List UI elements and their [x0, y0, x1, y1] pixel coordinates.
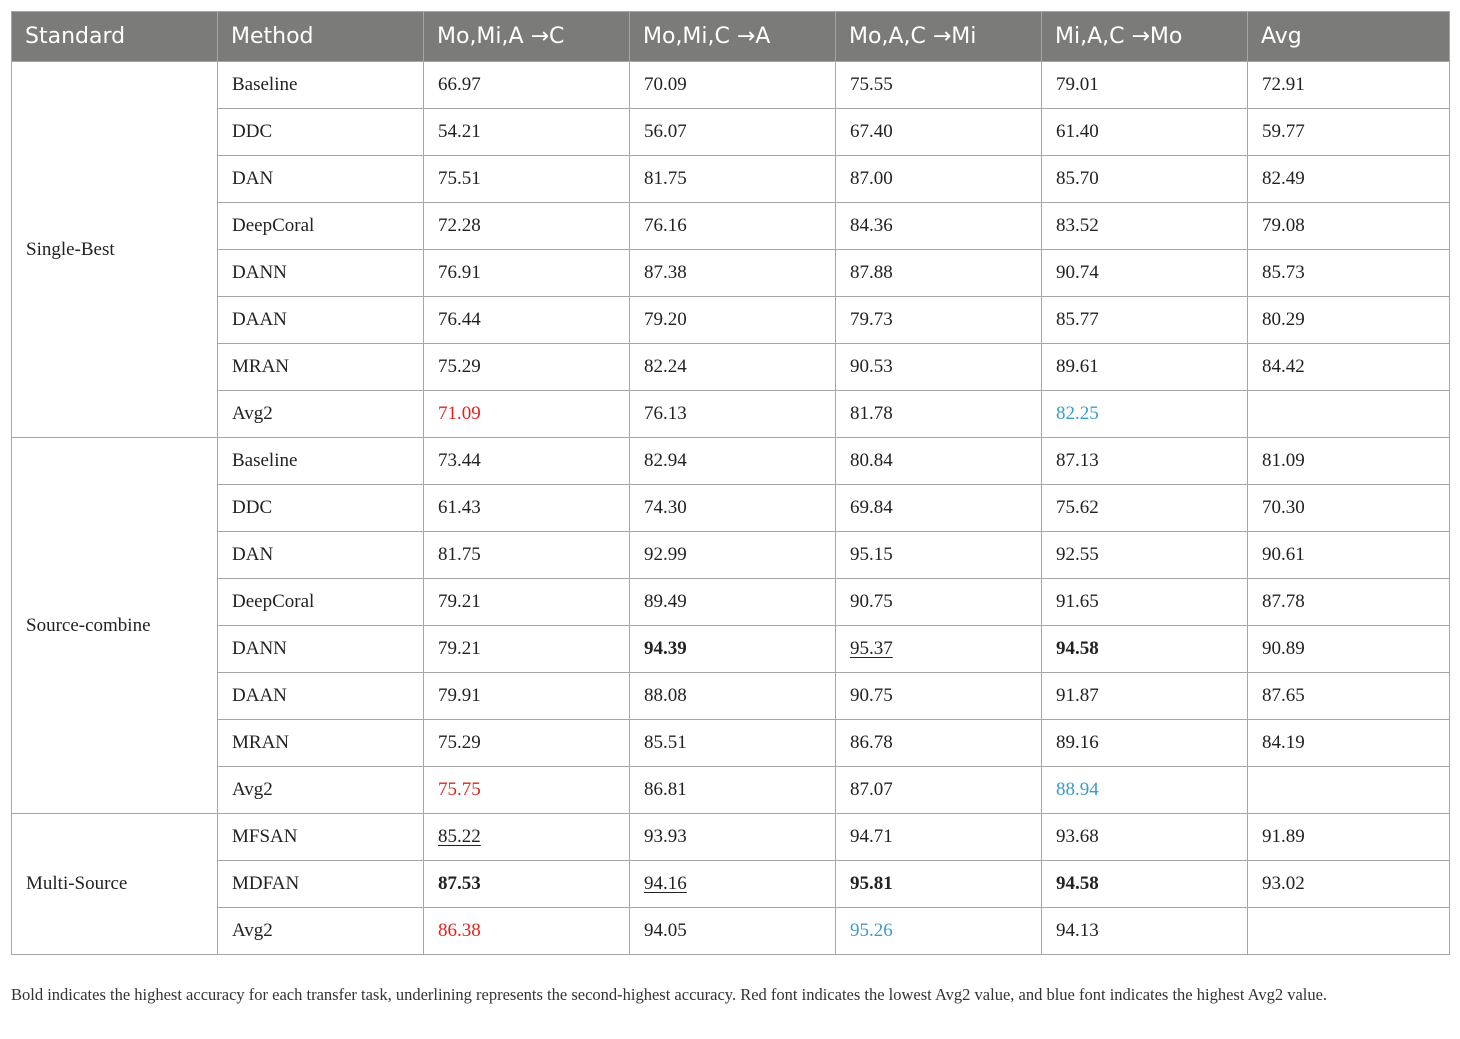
method-cell: DDC: [218, 485, 424, 532]
value-text: 81.75: [644, 168, 687, 189]
standard-group-cell: Multi-Source: [12, 814, 218, 955]
method-cell: DANN: [218, 250, 424, 297]
value-cell: [836, 156, 1042, 203]
value-text: 79.73: [850, 309, 893, 330]
value-text: 84.36: [850, 215, 893, 236]
method-cell: Baseline: [218, 62, 424, 109]
value-cell: [630, 344, 836, 391]
value-text: 95.15: [850, 544, 893, 565]
value-cell: [836, 344, 1042, 391]
value-cell: [424, 62, 630, 109]
value-cell: [630, 626, 836, 673]
value-text: 87.13: [1056, 450, 1099, 471]
value-cell: [1042, 861, 1248, 908]
method-cell: DeepCoral: [218, 203, 424, 250]
value-cell: [424, 626, 630, 673]
value-cell: [1248, 673, 1450, 720]
value-text: 91.87: [1056, 685, 1099, 706]
method-cell: Avg2: [218, 391, 424, 438]
value-cell: [1248, 579, 1450, 626]
table-row: [12, 297, 1450, 344]
value-text: 61.43: [438, 497, 481, 518]
value-cell: [424, 109, 630, 156]
value-text: 76.91: [438, 262, 481, 283]
value-cell: [1248, 814, 1450, 861]
value-cell: [1248, 250, 1450, 297]
value-text: 61.40: [1056, 121, 1099, 142]
value-text: 95.37: [850, 638, 893, 659]
value-cell: [424, 297, 630, 344]
value-cell: [1042, 814, 1248, 861]
value-text: 70.09: [644, 74, 687, 95]
value-cell: [836, 626, 1042, 673]
value-cell: [424, 908, 630, 955]
value-cell: [1248, 908, 1450, 955]
table-row: [12, 532, 1450, 579]
value-cell: [1042, 62, 1248, 109]
table-row: [12, 861, 1450, 908]
value-cell: [1248, 438, 1450, 485]
value-cell: [630, 814, 836, 861]
value-text: 79.91: [438, 685, 481, 706]
value-text: 82.49: [1262, 168, 1305, 189]
value-cell: [1248, 532, 1450, 579]
method-cell: DAAN: [218, 673, 424, 720]
table-row: [12, 203, 1450, 250]
value-cell: [1248, 391, 1450, 438]
value-cell: [1042, 438, 1248, 485]
value-text: 89.49: [644, 591, 687, 612]
method-cell: DAAN: [218, 297, 424, 344]
value-text: 87.53: [438, 873, 481, 894]
value-text: 79.01: [1056, 74, 1099, 95]
value-text: 92.99: [644, 544, 687, 565]
value-text: 89.61: [1056, 356, 1099, 377]
value-cell: [1042, 720, 1248, 767]
value-cell: [630, 767, 836, 814]
value-cell: [424, 203, 630, 250]
value-text: 94.39: [644, 638, 687, 659]
value-cell: [424, 861, 630, 908]
value-text: 85.73: [1262, 262, 1305, 283]
header-method: Method: [218, 12, 424, 62]
value-text: 93.02: [1262, 873, 1305, 894]
value-cell: [424, 485, 630, 532]
value-cell: [630, 156, 836, 203]
table-body: [12, 62, 1450, 955]
value-cell: [836, 438, 1042, 485]
value-cell: [1248, 767, 1450, 814]
value-cell: [630, 438, 836, 485]
value-text: 81.75: [438, 544, 481, 565]
value-text: 95.81: [850, 873, 893, 894]
value-text: 87.07: [850, 779, 893, 800]
value-cell: [836, 391, 1042, 438]
value-text: 75.51: [438, 168, 481, 189]
value-cell: [836, 203, 1042, 250]
value-cell: [630, 720, 836, 767]
table-row: [12, 579, 1450, 626]
value-cell: [1248, 626, 1450, 673]
value-cell: [630, 391, 836, 438]
value-text: 85.70: [1056, 168, 1099, 189]
value-text: 75.29: [438, 356, 481, 377]
method-cell: DAN: [218, 156, 424, 203]
value-text: 74.30: [644, 497, 687, 518]
value-text: 91.65: [1056, 591, 1099, 612]
value-cell: [424, 720, 630, 767]
value-text: 79.08: [1262, 215, 1305, 236]
value-text: 71.09: [438, 403, 481, 424]
value-text: 90.75: [850, 591, 893, 612]
value-text: 91.89: [1262, 826, 1305, 847]
value-cell: [630, 485, 836, 532]
table-row: [12, 391, 1450, 438]
value-text: 90.61: [1262, 544, 1305, 565]
value-cell: [630, 579, 836, 626]
value-text: 73.44: [438, 450, 481, 471]
value-cell: [1248, 344, 1450, 391]
method-cell: DANN: [218, 626, 424, 673]
value-text: 76.13: [644, 403, 687, 424]
table-row: [12, 814, 1450, 861]
table-row: [12, 156, 1450, 203]
results-table: [11, 11, 1450, 955]
value-text: 94.58: [1056, 638, 1099, 659]
value-text: 87.00: [850, 168, 893, 189]
value-text: 94.71: [850, 826, 893, 847]
value-text: 67.40: [850, 121, 893, 142]
table-row: [12, 250, 1450, 297]
value-text: 82.25: [1056, 403, 1099, 424]
value-cell: [1042, 485, 1248, 532]
value-text: 88.94: [1056, 779, 1099, 800]
value-cell: [836, 297, 1042, 344]
standard-group-cell: Single-Best: [12, 62, 218, 438]
value-text: 93.68: [1056, 826, 1099, 847]
value-cell: [630, 250, 836, 297]
table-row: [12, 344, 1450, 391]
value-cell: [1248, 203, 1450, 250]
value-cell: [630, 62, 836, 109]
method-cell: MRAN: [218, 344, 424, 391]
value-cell: [424, 814, 630, 861]
value-text: 82.94: [644, 450, 687, 471]
value-text: 90.89: [1262, 638, 1305, 659]
value-cell: [836, 109, 1042, 156]
table-row: [12, 626, 1450, 673]
table-row: [12, 720, 1450, 767]
value-cell: [1248, 485, 1450, 532]
value-cell: [1042, 250, 1248, 297]
value-text: 81.78: [850, 403, 893, 424]
value-text: 90.74: [1056, 262, 1099, 283]
value-cell: [630, 908, 836, 955]
method-cell: DDC: [218, 109, 424, 156]
value-text: 85.51: [644, 732, 687, 753]
value-text: 94.58: [1056, 873, 1099, 894]
value-cell: [836, 579, 1042, 626]
value-cell: [1248, 109, 1450, 156]
value-cell: [836, 908, 1042, 955]
value-cell: [1248, 861, 1450, 908]
value-text: 59.77: [1262, 121, 1305, 142]
header-task-a: Mo,Mi,C →A: [630, 12, 836, 62]
value-cell: [836, 861, 1042, 908]
value-cell: [630, 673, 836, 720]
table-row: [12, 673, 1450, 720]
value-text: 79.20: [644, 309, 687, 330]
table-header-row: [12, 12, 1450, 62]
value-text: 56.07: [644, 121, 687, 142]
value-cell: [1042, 532, 1248, 579]
results-table-container: [11, 11, 1449, 955]
value-cell: [1042, 391, 1248, 438]
value-cell: [424, 767, 630, 814]
header-task-mo: Mi,A,C →Mo: [1042, 12, 1248, 62]
value-cell: [1042, 767, 1248, 814]
value-text: 94.05: [644, 920, 687, 941]
value-cell: [836, 250, 1042, 297]
value-text: 69.84: [850, 497, 893, 518]
method-cell: Avg2: [218, 908, 424, 955]
table-row: [12, 908, 1450, 955]
value-text: 79.21: [438, 591, 481, 612]
value-cell: [1248, 156, 1450, 203]
value-cell: [424, 391, 630, 438]
value-text: 90.53: [850, 356, 893, 377]
header-standard: Standard: [12, 12, 218, 62]
value-cell: [1248, 62, 1450, 109]
value-text: 87.38: [644, 262, 687, 283]
method-cell: Avg2: [218, 767, 424, 814]
value-text: 66.97: [438, 74, 481, 95]
value-text: 80.29: [1262, 309, 1305, 330]
value-text: 76.44: [438, 309, 481, 330]
value-cell: [424, 532, 630, 579]
value-text: 94.13: [1056, 920, 1099, 941]
method-cell: DeepCoral: [218, 579, 424, 626]
value-text: 87.65: [1262, 685, 1305, 706]
value-text: 92.55: [1056, 544, 1099, 565]
value-text: 86.38: [438, 920, 481, 941]
table-row: [12, 62, 1450, 109]
method-cell: DAN: [218, 532, 424, 579]
value-text: 75.55: [850, 74, 893, 95]
value-text: 84.19: [1262, 732, 1305, 753]
value-text: 88.08: [644, 685, 687, 706]
value-cell: [424, 438, 630, 485]
value-cell: [1042, 156, 1248, 203]
method-cell: MFSAN: [218, 814, 424, 861]
value-text: 93.93: [644, 826, 687, 847]
table-footnote: Bold indicates the highest accuracy for each transfer task, underlining represents the second-highest accuracy. Red font indicates the lowest Avg2 value, and blue font indicates the highest Avg2 value.: [11, 985, 1328, 1004]
value-cell: [836, 532, 1042, 579]
header-task-c: Mo,Mi,A →C: [424, 12, 630, 62]
value-cell: [630, 203, 836, 250]
value-cell: [1042, 908, 1248, 955]
value-text: 87.88: [850, 262, 893, 283]
value-text: 72.28: [438, 215, 481, 236]
value-cell: [1042, 344, 1248, 391]
table-row: [12, 767, 1450, 814]
header-task-mi: Mo,A,C →Mi: [836, 12, 1042, 62]
value-text: 72.91: [1262, 74, 1305, 95]
value-cell: [630, 532, 836, 579]
value-cell: [836, 62, 1042, 109]
value-cell: [1042, 297, 1248, 344]
value-text: 83.52: [1056, 215, 1099, 236]
value-text: 75.29: [438, 732, 481, 753]
value-text: 76.16: [644, 215, 687, 236]
value-text: 89.16: [1056, 732, 1099, 753]
value-text: 95.26: [850, 920, 893, 941]
method-cell: MDFAN: [218, 861, 424, 908]
value-cell: [1042, 626, 1248, 673]
table-row: [12, 438, 1450, 485]
value-cell: [836, 720, 1042, 767]
value-cell: [836, 673, 1042, 720]
value-cell: [630, 861, 836, 908]
value-cell: [424, 673, 630, 720]
value-text: 82.24: [644, 356, 687, 377]
value-text: 90.75: [850, 685, 893, 706]
standard-group-cell: Source-combine: [12, 438, 218, 814]
header-avg: Avg: [1248, 12, 1450, 62]
value-cell: [424, 250, 630, 297]
value-cell: [424, 344, 630, 391]
value-cell: [424, 156, 630, 203]
method-cell: MRAN: [218, 720, 424, 767]
value-text: 86.78: [850, 732, 893, 753]
value-cell: [424, 579, 630, 626]
table-row: [12, 109, 1450, 156]
value-text: 79.21: [438, 638, 481, 659]
value-text: 94.16: [644, 873, 687, 894]
value-cell: [836, 814, 1042, 861]
method-cell: Baseline: [218, 438, 424, 485]
value-text: 70.30: [1262, 497, 1305, 518]
value-cell: [1042, 579, 1248, 626]
value-cell: [1042, 673, 1248, 720]
value-cell: [630, 109, 836, 156]
value-cell: [836, 485, 1042, 532]
value-cell: [1248, 297, 1450, 344]
table-row: [12, 485, 1450, 532]
value-text: 85.77: [1056, 309, 1099, 330]
value-text: 75.75: [438, 779, 481, 800]
value-cell: [630, 297, 836, 344]
value-text: 84.42: [1262, 356, 1305, 377]
value-text: 87.78: [1262, 591, 1305, 612]
value-cell: [836, 767, 1042, 814]
value-text: 86.81: [644, 779, 687, 800]
value-cell: [1042, 203, 1248, 250]
value-text: 80.84: [850, 450, 893, 471]
value-text: 81.09: [1262, 450, 1305, 471]
value-text: 54.21: [438, 121, 481, 142]
value-cell: [1042, 109, 1248, 156]
value-text: 85.22: [438, 826, 481, 847]
value-cell: [1248, 720, 1450, 767]
value-text: 75.62: [1056, 497, 1099, 518]
